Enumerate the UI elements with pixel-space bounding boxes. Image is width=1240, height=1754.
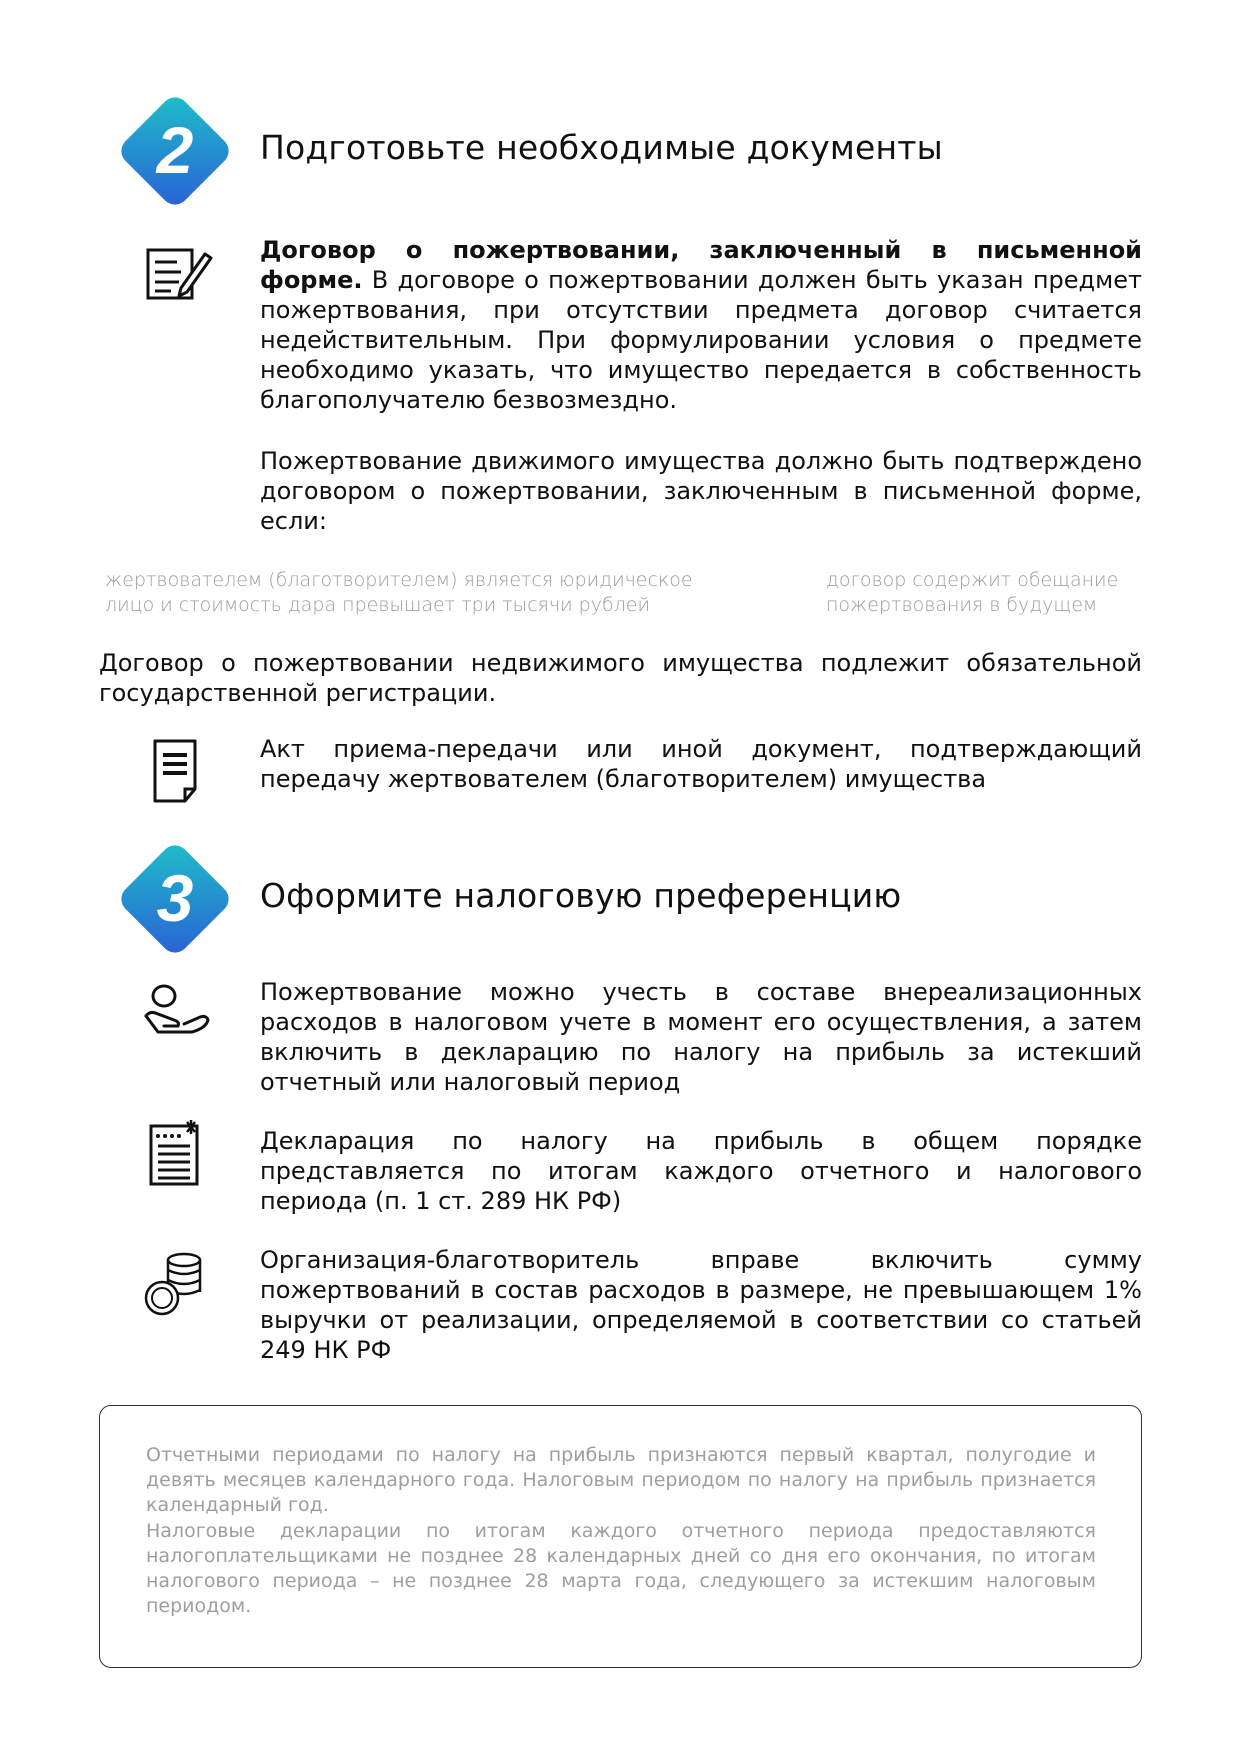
real-estate-text: Договор о пожертвовании недвижимого имущества подлежит обязательной государственной регистрации. <box>99 649 1142 707</box>
condition-left: жертвователем (благотворителем) является юридическое лицо и стоимость дара превышает три тысячи рублей <box>105 569 693 616</box>
condition-right: договор содержит обещание пожертвования в будущем <box>826 569 1119 616</box>
document-icon <box>143 735 215 807</box>
item-2-text: Декларация по налогу на прибыль в общем порядке представляется по итогам каждого отчетного и налогового периода (п. 1 ст. 289 НК РФ) <box>260 1127 1142 1215</box>
act-text: Акт приема-передачи или иной документ, подтверждающий передачу жертвователем (благотворителем) имущества <box>260 735 1142 793</box>
movable-intro: Пожертвование движимого имущества должно быть подтверждено договором о пожертвовании, заключенным в письменной форме, если: <box>260 447 1142 535</box>
contract-title: Договор о пожертвовании, заключенный в письменной форме. <box>260 236 1142 294</box>
item-1-text: Пожертвование можно учесть в составе внереализационных расходов в налоговом учете в момент его осуществления, а затем включить в декларацию по налогу на прибыль за истекший отчетный или налоговый период <box>260 978 1142 1096</box>
section-3-title: Оформите налоговую преференцию <box>260 876 902 915</box>
note-deadlines: Налоговые декларации по итогам каждого отчетного периода предоставляются налогоплательщиками не позднее 28 календарных дней со дня его окончания, по итогам налогового периода – не позднее 28 марта года, следующего за истекшим налоговым периодом. <box>146 1520 1096 1617</box>
document-pen-icon <box>143 242 215 314</box>
step-2-number: 2 <box>156 113 194 187</box>
contract-body: В договоре о пожертвовании должен быть указан предмет пожертвования, при отсутствии предмета договор считается недействительным. При формулировании условия о предмете необходимо указать, что имущество передается в собственность благополучателю безвозмездно. <box>260 266 1142 414</box>
step-2-badge <box>107 83 243 219</box>
item-3-text: Организация-благотворитель вправе включить сумму пожертвований в состав расходов в размере, не превышающем 1% выручки от реализации, определяемой в соответствии со статьей 249 НК РФ <box>260 1246 1142 1364</box>
declaration-icon <box>143 1118 215 1190</box>
section-2-title: Подготовьте необходимые документы <box>260 128 943 167</box>
coin-hand-icon <box>140 980 212 1052</box>
contract-block <box>260 235 1142 415</box>
coins-stack-icon <box>140 1248 212 1320</box>
step-3-badge <box>107 831 243 967</box>
step-3-number: 3 <box>156 861 194 935</box>
note-periods: Отчетными периодами по налогу на прибыль признаются первый квартал, полугодие и девять месяцев календарного года. Налоговым периодом по налогу на прибыль признается календарный год. <box>146 1444 1096 1516</box>
